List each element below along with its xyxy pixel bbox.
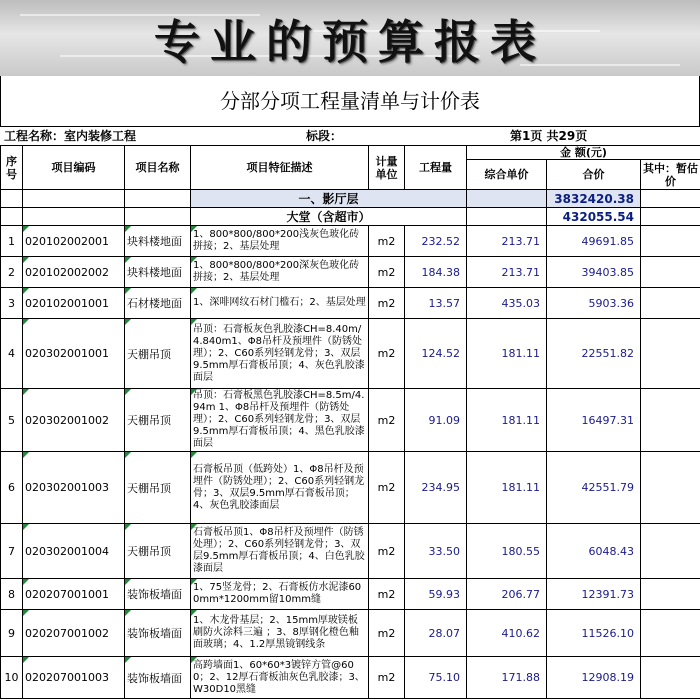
- row-qty: 13.57: [405, 288, 467, 319]
- row-unit: m2: [369, 288, 405, 319]
- row-seq: 10: [1, 657, 23, 699]
- row-seq: 1: [1, 226, 23, 257]
- row-unit-price: 410.62: [467, 610, 547, 657]
- row-desc: 吊顶：石膏板灰色乳胶漆CH=8.40m/4.840m1、Φ8吊杆及预埋件（防锈处理）；2、C60系列轻钢龙骨；3、双层9.5mm厚石膏板吊顶；4、灰色乳胶漆面层: [191, 319, 369, 389]
- table-row: [1, 610, 700, 657]
- info-row: [0, 126, 700, 145]
- row-unit-price: 213.71: [467, 257, 547, 288]
- row-qty: 234.95: [405, 452, 467, 524]
- header-total: 合价: [547, 160, 641, 190]
- spreadsheet: [0, 76, 700, 700]
- row-unit-price: 213.71: [467, 226, 547, 257]
- row-qty: 59.93: [405, 579, 467, 610]
- header-amount: 金 额(元): [467, 146, 700, 160]
- table-row: [1, 579, 700, 610]
- row-name: 天棚吊顶: [125, 319, 191, 389]
- header-desc: 项目特征描述: [191, 146, 369, 190]
- table-row: [1, 288, 700, 319]
- row-seq: 4: [1, 319, 23, 389]
- row-total: 22551.82: [547, 319, 641, 389]
- row-name: 块料楼地面: [125, 226, 191, 257]
- section-label: 标段：: [306, 129, 343, 143]
- row-code: 020102002002: [23, 257, 125, 288]
- row-desc: 石膏板吊顶（低跨处）1、Φ8吊杆及预埋件（防锈处理）；2、C60系列轻钢龙骨；3、双层9.5mm厚石膏板吊顶；4、灰色乳胶漆面层: [191, 452, 369, 524]
- row-qty: 184.38: [405, 257, 467, 288]
- row-total: 49691.85: [547, 226, 641, 257]
- row-seq: 6: [1, 452, 23, 524]
- row-name: 装饰板墙面: [125, 657, 191, 699]
- table-row: [1, 389, 700, 452]
- header-qty: 工程量: [405, 146, 467, 190]
- row-desc: 1、800*800/800*200浅灰色玻化砖拼接；2、基层处理: [191, 226, 369, 257]
- table-row: [1, 226, 700, 257]
- row-provisional: [641, 657, 700, 699]
- row-qty: 91.09: [405, 389, 467, 452]
- row-total: 39403.85: [547, 257, 641, 288]
- header-unit-price: 综合单价: [467, 160, 547, 190]
- project-name: 工程名称：室内装修工程: [4, 129, 137, 143]
- row-qty: 75.10: [405, 657, 467, 699]
- row-qty: 33.50: [405, 524, 467, 579]
- row-total: 12908.19: [547, 657, 641, 699]
- row-provisional: [641, 257, 700, 288]
- header-unit: 计量单位: [369, 146, 405, 190]
- banner: [0, 0, 700, 76]
- row-desc: 1、深啡网纹石材门槛石；2、基层处理: [191, 288, 369, 319]
- row-desc: 1、75竖龙骨；2、石膏板仿水泥漆600mm*1200mm留10mm缝: [191, 579, 369, 610]
- row-unit: m2: [369, 657, 405, 699]
- row-total: 6048.43: [547, 524, 641, 579]
- row-name: 天棚吊顶: [125, 389, 191, 452]
- row-code: 020302001004: [23, 524, 125, 579]
- row-total: 42551.79: [547, 452, 641, 524]
- row-total: 16497.31: [547, 389, 641, 452]
- header-seq: 序号: [1, 146, 23, 190]
- row-code: 020302001003: [23, 452, 125, 524]
- row-name: 石材楼地面: [125, 288, 191, 319]
- row-name: 块料楼地面: [125, 257, 191, 288]
- row-seq: 5: [1, 389, 23, 452]
- row-desc: 高跨墙面1、60*60*3镀锌方管@600；2、12厚石膏板油灰色乳胶漆；3、W30D10黑缝: [191, 657, 369, 699]
- sheet-title: 分部分项工程量清单与计价表: [0, 76, 700, 126]
- row-seq: 3: [1, 288, 23, 319]
- row-code: 020102001001: [23, 288, 125, 319]
- row-desc: 1、木龙骨基层；2、15mm厚玻镁板刷防火涂料三遍 ；3、8厚钢化橙色釉面玻璃；4、1.2厚黑镜钢线条: [191, 610, 369, 657]
- row-unit: m2: [369, 524, 405, 579]
- row-provisional: [641, 288, 700, 319]
- row-name: 天棚吊顶: [125, 452, 191, 524]
- row-unit: m2: [369, 226, 405, 257]
- row-provisional: [641, 579, 700, 610]
- header-provisional: 其中：暂估价: [641, 160, 700, 190]
- row-desc: 石膏板吊顶1、Φ8吊杆及预埋件（防锈处理）；2、C60系列轻钢龙骨；3、双层9.5mm厚石膏板吊顶；4、白色乳胶漆面层: [191, 524, 369, 579]
- row-unit-price: 181.11: [467, 452, 547, 524]
- row-unit-price: 180.55: [467, 524, 547, 579]
- row-qty: 232.52: [405, 226, 467, 257]
- row-unit: m2: [369, 610, 405, 657]
- row-name: 天棚吊顶: [125, 524, 191, 579]
- row-qty: 28.07: [405, 610, 467, 657]
- row-desc: 吊顶：石膏板黑色乳胶漆CH=8.5m/4.94m 1、Φ8吊杆及预埋件（防锈处理）；2、C60系列轻钢龙骨；3、双层9.5mm厚石膏板吊顶；4、黑色乳胶漆面层: [191, 389, 369, 452]
- row-provisional: [641, 452, 700, 524]
- section-total: 3832420.38: [547, 190, 641, 208]
- row-total: 5903.36: [547, 288, 641, 319]
- row-unit-price: 181.11: [467, 319, 547, 389]
- row-name: 装饰板墙面: [125, 579, 191, 610]
- section-total: 432055.54: [547, 208, 641, 226]
- row-unit-price: 206.77: [467, 579, 547, 610]
- row-code: 020207001001: [23, 579, 125, 610]
- table-row: [1, 657, 700, 699]
- row-code: 020102002001: [23, 226, 125, 257]
- section-label: 一、影厅层: [191, 190, 467, 208]
- section-row: [1, 208, 700, 226]
- table-row: [1, 524, 700, 579]
- row-seq: 8: [1, 579, 23, 610]
- bill-table: [0, 145, 700, 699]
- row-provisional: [641, 389, 700, 452]
- row-unit-price: 181.11: [467, 389, 547, 452]
- row-unit: m2: [369, 389, 405, 452]
- row-unit: m2: [369, 452, 405, 524]
- row-code: 020302001001: [23, 319, 125, 389]
- row-total: 11526.10: [547, 610, 641, 657]
- page-label: 第1页 共29页: [510, 129, 588, 143]
- row-provisional: [641, 226, 700, 257]
- row-code: 020207001002: [23, 610, 125, 657]
- row-unit-price: 171.88: [467, 657, 547, 699]
- table-row: [1, 257, 700, 288]
- row-name: 装饰板墙面: [125, 610, 191, 657]
- row-seq: 7: [1, 524, 23, 579]
- row-unit-price: 435.03: [467, 288, 547, 319]
- table-row: [1, 319, 700, 389]
- row-desc: 1、800*800/800*200深灰色玻化砖拼接；2、基层处理: [191, 257, 369, 288]
- row-total: 12391.73: [547, 579, 641, 610]
- row-unit: m2: [369, 579, 405, 610]
- row-qty: 124.52: [405, 319, 467, 389]
- row-seq: 2: [1, 257, 23, 288]
- row-code: 020207001003: [23, 657, 125, 699]
- row-provisional: [641, 610, 700, 657]
- row-unit: m2: [369, 319, 405, 389]
- section-label: 大堂（含超市）: [191, 208, 467, 226]
- banner-title: 专业的预算报表: [154, 15, 546, 69]
- header-name: 项目名称: [125, 146, 191, 190]
- row-provisional: [641, 524, 700, 579]
- row-code: 020302001002: [23, 389, 125, 452]
- section-row: [1, 190, 700, 208]
- row-provisional: [641, 319, 700, 389]
- header-code: 项目编码: [23, 146, 125, 190]
- table-row: [1, 452, 700, 524]
- row-unit: m2: [369, 257, 405, 288]
- row-seq: 9: [1, 610, 23, 657]
